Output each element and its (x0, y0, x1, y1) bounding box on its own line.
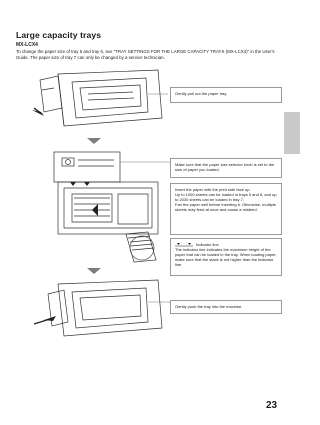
step-3-callout (170, 183, 282, 235)
step-1-callout (170, 87, 282, 103)
step-4-callout (170, 300, 282, 314)
indicator-line-label: Indicator line (196, 242, 219, 247)
step-text: The indicator line indicates the maximum height of the paper that can be loaded in the tray. When loading paper, make sure that the stack is not higher than the indicator line. (175, 247, 277, 267)
step-2-callout (170, 158, 282, 178)
indicator-line-callout (170, 238, 282, 276)
indicator-line-icon (175, 243, 193, 247)
intro-text: To change the paper size of tray 5 and tray 6, see "TRAY SETTINGS FOR THE LARGE CAPACITY TRAYS (MX-LCX4)" in the User's Guide. The paper size of tray 7 can only be changed by a service technician. (16, 49, 275, 60)
step-text: Gently pull out the paper tray. (175, 91, 228, 96)
illustration-pull-tray (28, 68, 168, 128)
illustration-push-tray (28, 278, 170, 338)
model-name: MX-LCX4 (16, 42, 38, 48)
step-text: Insert the paper with the print side face up. Up to 1000 sheets can be loaded in trays 5 and 6, and up to 2030 sheets can be loaded in tray 7. Fan the paper well before inserting it. Otherwise, multiple sheets may feed at once and cause a misfeed. (175, 187, 277, 212)
step-text: Make sure that the paper size selector knob is set to the size of paper you loaded. (175, 162, 275, 172)
section-side-tab (284, 112, 300, 154)
page-number: 23 (266, 400, 278, 411)
step-text: Gently push the tray into the machine. (175, 304, 243, 309)
illustration-load-paper (48, 148, 170, 266)
page-title: Large capacity trays (16, 30, 102, 40)
step-arrow (87, 268, 101, 274)
step-arrow (87, 138, 101, 144)
